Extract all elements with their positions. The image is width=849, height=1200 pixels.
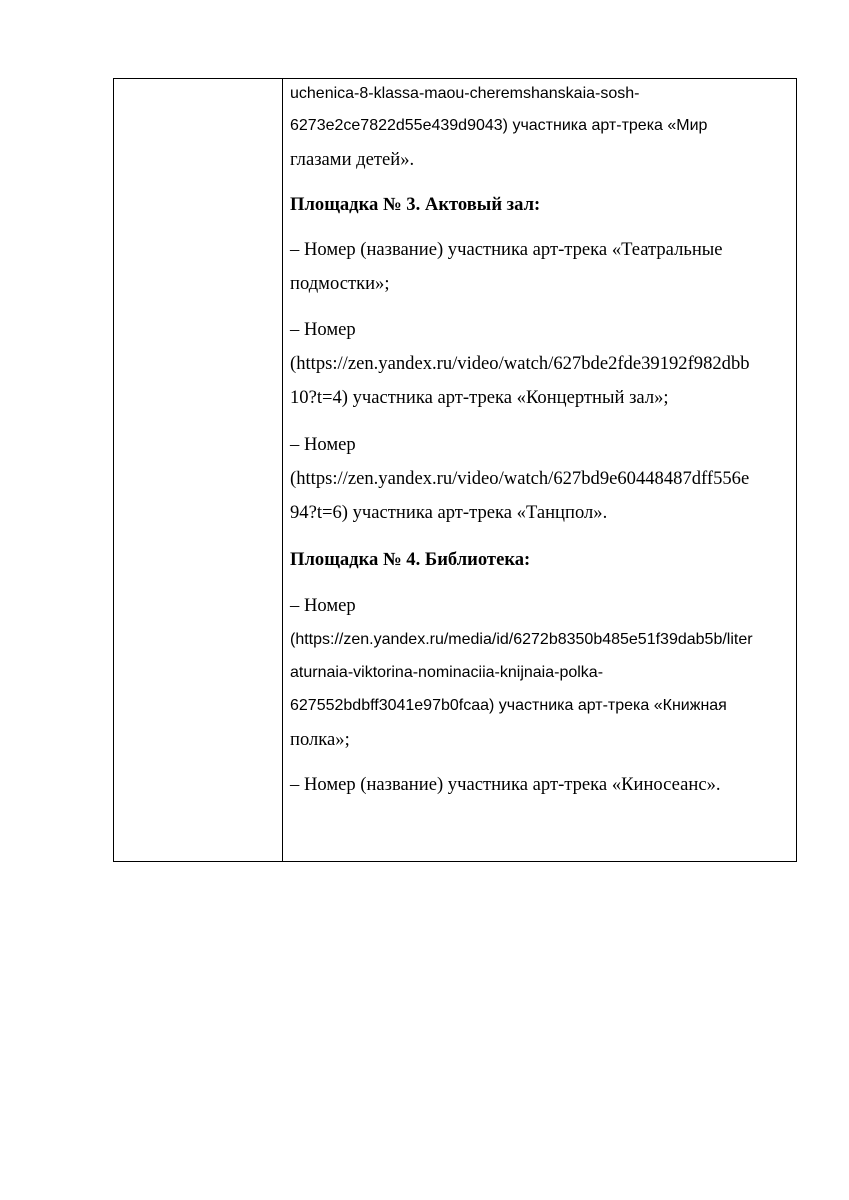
link-line: (https://zen.yandex.ru/video/watch/627bd9e60448487dff556e (290, 468, 750, 489)
link-line: (https://zen.yandex.ru/video/watch/627bde2fde39192f982dbb (290, 353, 750, 374)
section-heading-site-3: Площадка № 3. Актовый зал: (290, 194, 541, 215)
list-item-text: полка»; (290, 729, 350, 750)
text-line: глазами детей». (290, 149, 415, 170)
table-left-cell (114, 79, 282, 861)
list-item-text: – Номер (290, 595, 356, 616)
section-heading-site-4: Площадка № 4. Библиотека: (290, 549, 531, 570)
list-item-text: – Номер (название) участника арт-трека «Театральные (290, 239, 723, 260)
list-item-text: – Номер (290, 434, 356, 455)
list-item-text: – Номер (290, 319, 356, 340)
text-line: 627552bdbff3041e97b0fcaa) участника арт-трека «Книжная (290, 697, 727, 714)
link-line: uchenica-8-klassa-maou-cheremshanskaia-sosh- (290, 85, 640, 102)
link-line: aturnaia-viktorina-nominaciia-knijnaia-polka- (290, 664, 604, 681)
list-item-text: 10?t=4) участника арт-трека «Концертный зал»; (290, 387, 669, 408)
list-item-text: 94?t=6) участника арт-трека «Танцпол». (290, 502, 608, 523)
list-item-text: подмостки»; (290, 273, 390, 294)
list-item-text: – Номер (название) участника арт-трека «Киносеанс». (290, 774, 721, 795)
text-line: 6273e2ce7822d55e439d9043) участника арт-трека «Мир (290, 117, 708, 134)
link-line: (https://zen.yandex.ru/media/id/6272b8350b485e51f39dab5b/liter (290, 631, 753, 648)
program-table (113, 78, 797, 862)
column-divider (282, 79, 283, 861)
